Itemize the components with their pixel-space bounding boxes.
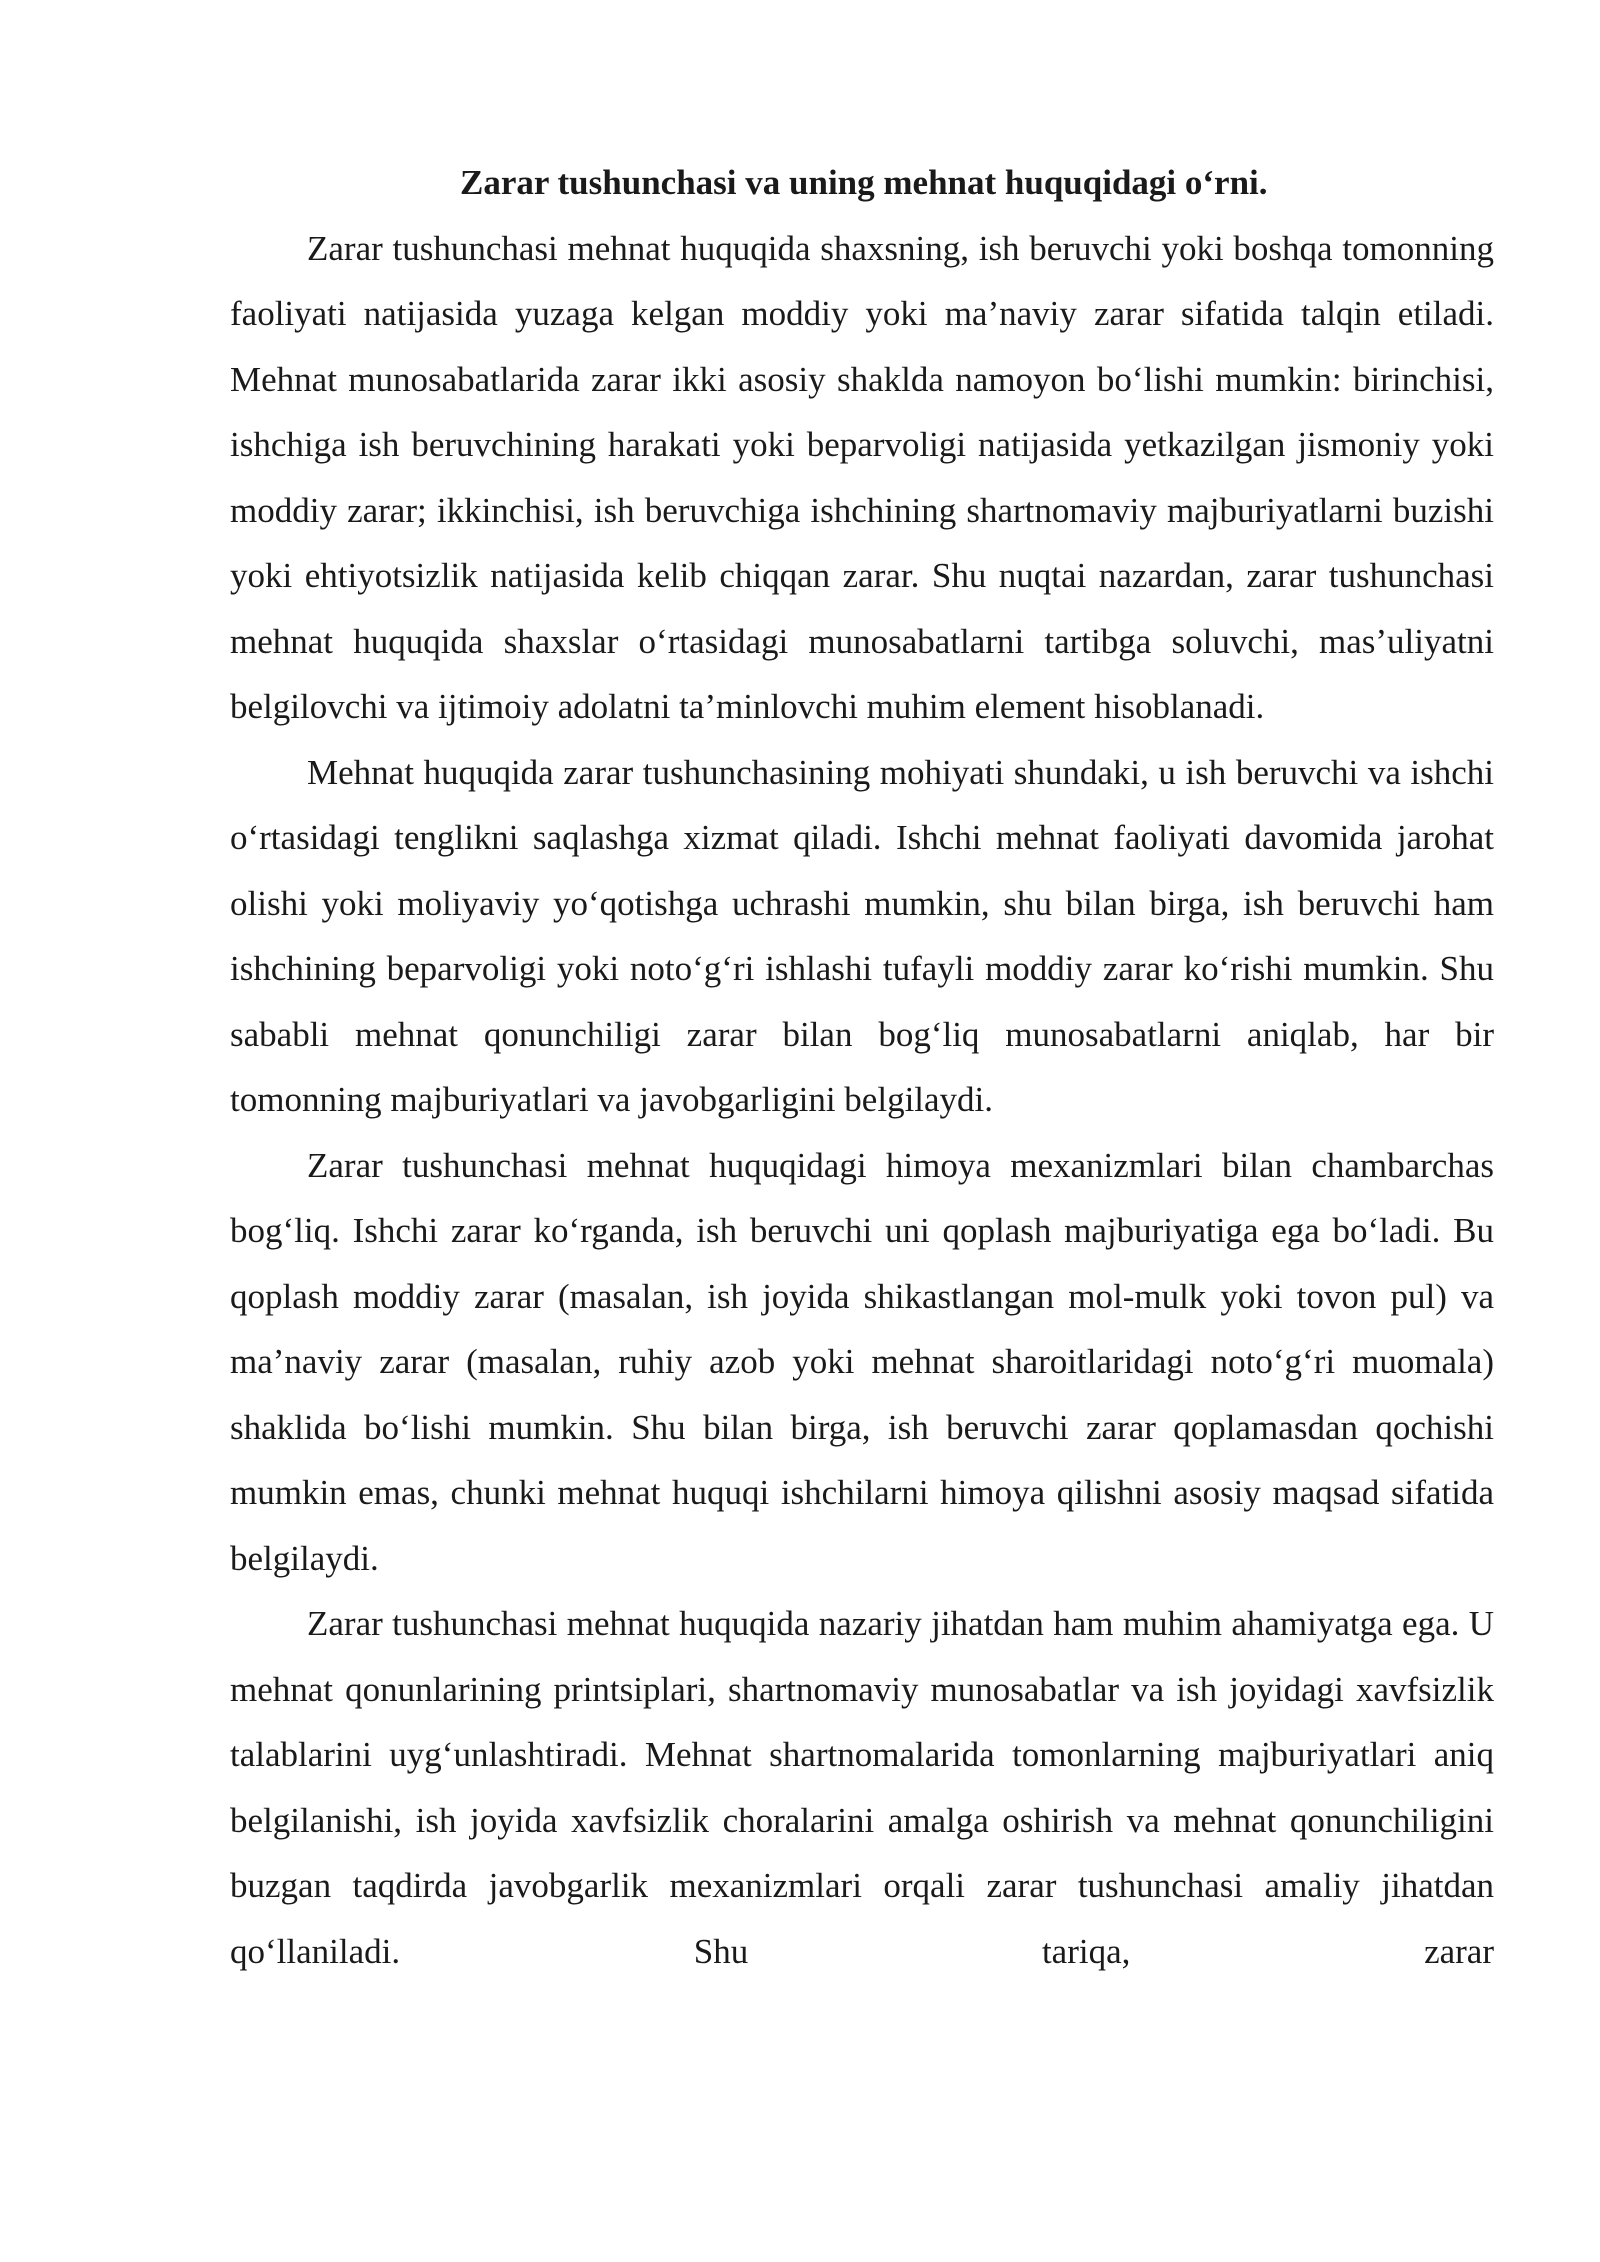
paragraph-4: Zarar tushunchasi mehnat huquqida nazariy jihatdan ham muhim ahamiyatga ega. U mehnat qonunlarining printsiplari, shartnomaviy munosabatlar va ish joyidagi xavfsizlik talablarini uyg‘unlashtiradi. Mehnat shartnomalarida tomonlarning majburiyatlari aniq belgilanishi, ish joyida xavfsizlik choralarini amalga oshirish va mehnat qonunchiligini buzgan taqdirda javobgarlik mexanizmlari orqali zarar tushunchasi amaliy jihatdan qo‘llaniladi. Shu tariqa, zarar (230, 1604, 1494, 1971)
document-body (230, 150, 1494, 1984)
paragraph-3: Zarar tushunchasi mehnat huquqidagi himoya mexanizmlari bilan chambarchas bog‘liq. Ishchi zarar ko‘rganda, ish beruvchi uni qoplash majburiyatiga ega bo‘ladi. Bu qoplash moddiy zarar (masalan, ish joyida shikastlangan mol-mulk yoki tovon pul) va ma’naviy zarar (masalan, ruhiy azob yoki mehnat sharoitlaridagi noto‘g‘ri muomala) shaklida bo‘lishi mumkin. Shu bilan birga, ish beruvchi zarar qoplamasdan qochishi mumkin emas, chunki mehnat huquqi ishchilarni himoya qilishni asosiy maqsad sifatida belgilaydi. (230, 1145, 1494, 1578)
document-title: Zarar tushunchasi va uning mehnat huquqidagi o‘rni. (460, 163, 1268, 202)
paragraph-2: Mehnat huquqida zarar tushunchasining mohiyati shundaki, u ish beruvchi va ishchi o‘rtasidagi tenglikni saqlashga xizmat qiladi. Ishchi mehnat faoliyati davomida jarohat olishi yoki moliyaviy yo‘qotishga uchrashi mumkin, shu bilan birga, ish beruvchi ham ishchining beparvoligi yoki noto‘g‘ri ishlashi tufayli moddiy zarar ko‘rishi mumkin. Shu sababli mehnat qonunchiligi zarar bilan bog‘liq munosabatlarni aniqlab, har bir tomonning majburiyatlari va javobgarligini belgilaydi. (230, 752, 1494, 1119)
paragraph-1: Zarar tushunchasi mehnat huquqida shaxsning, ish beruvchi yoki boshqa tomonning faoliyati natijasida yuzaga kelgan moddiy yoki ma’naviy zarar sifatida talqin etiladi. Mehnat munosabatlarida zarar ikki asosiy shaklda namoyon bo‘lishi mumkin: birinchisi, ishchiga ish beruvchining harakati yoki beparvoligi natijasida yetkazilgan jismoniy yoki moddiy zarar; ikkinchisi, ish beruvchiga ishchining shartnomaviy majburiyatlarni buzishi yoki ehtiyotsizlik natijasida kelib chiqqan zarar. Shu nuqtai nazardan, zarar tushunchasi mehnat huquqida shaxslar o‘rtasidagi munosabatlarni tartibga soluvchi, mas’uliyatni belgilovchi va ijtimoiy adolatni ta’minlovchi muhim element hisoblanadi. (230, 228, 1494, 726)
